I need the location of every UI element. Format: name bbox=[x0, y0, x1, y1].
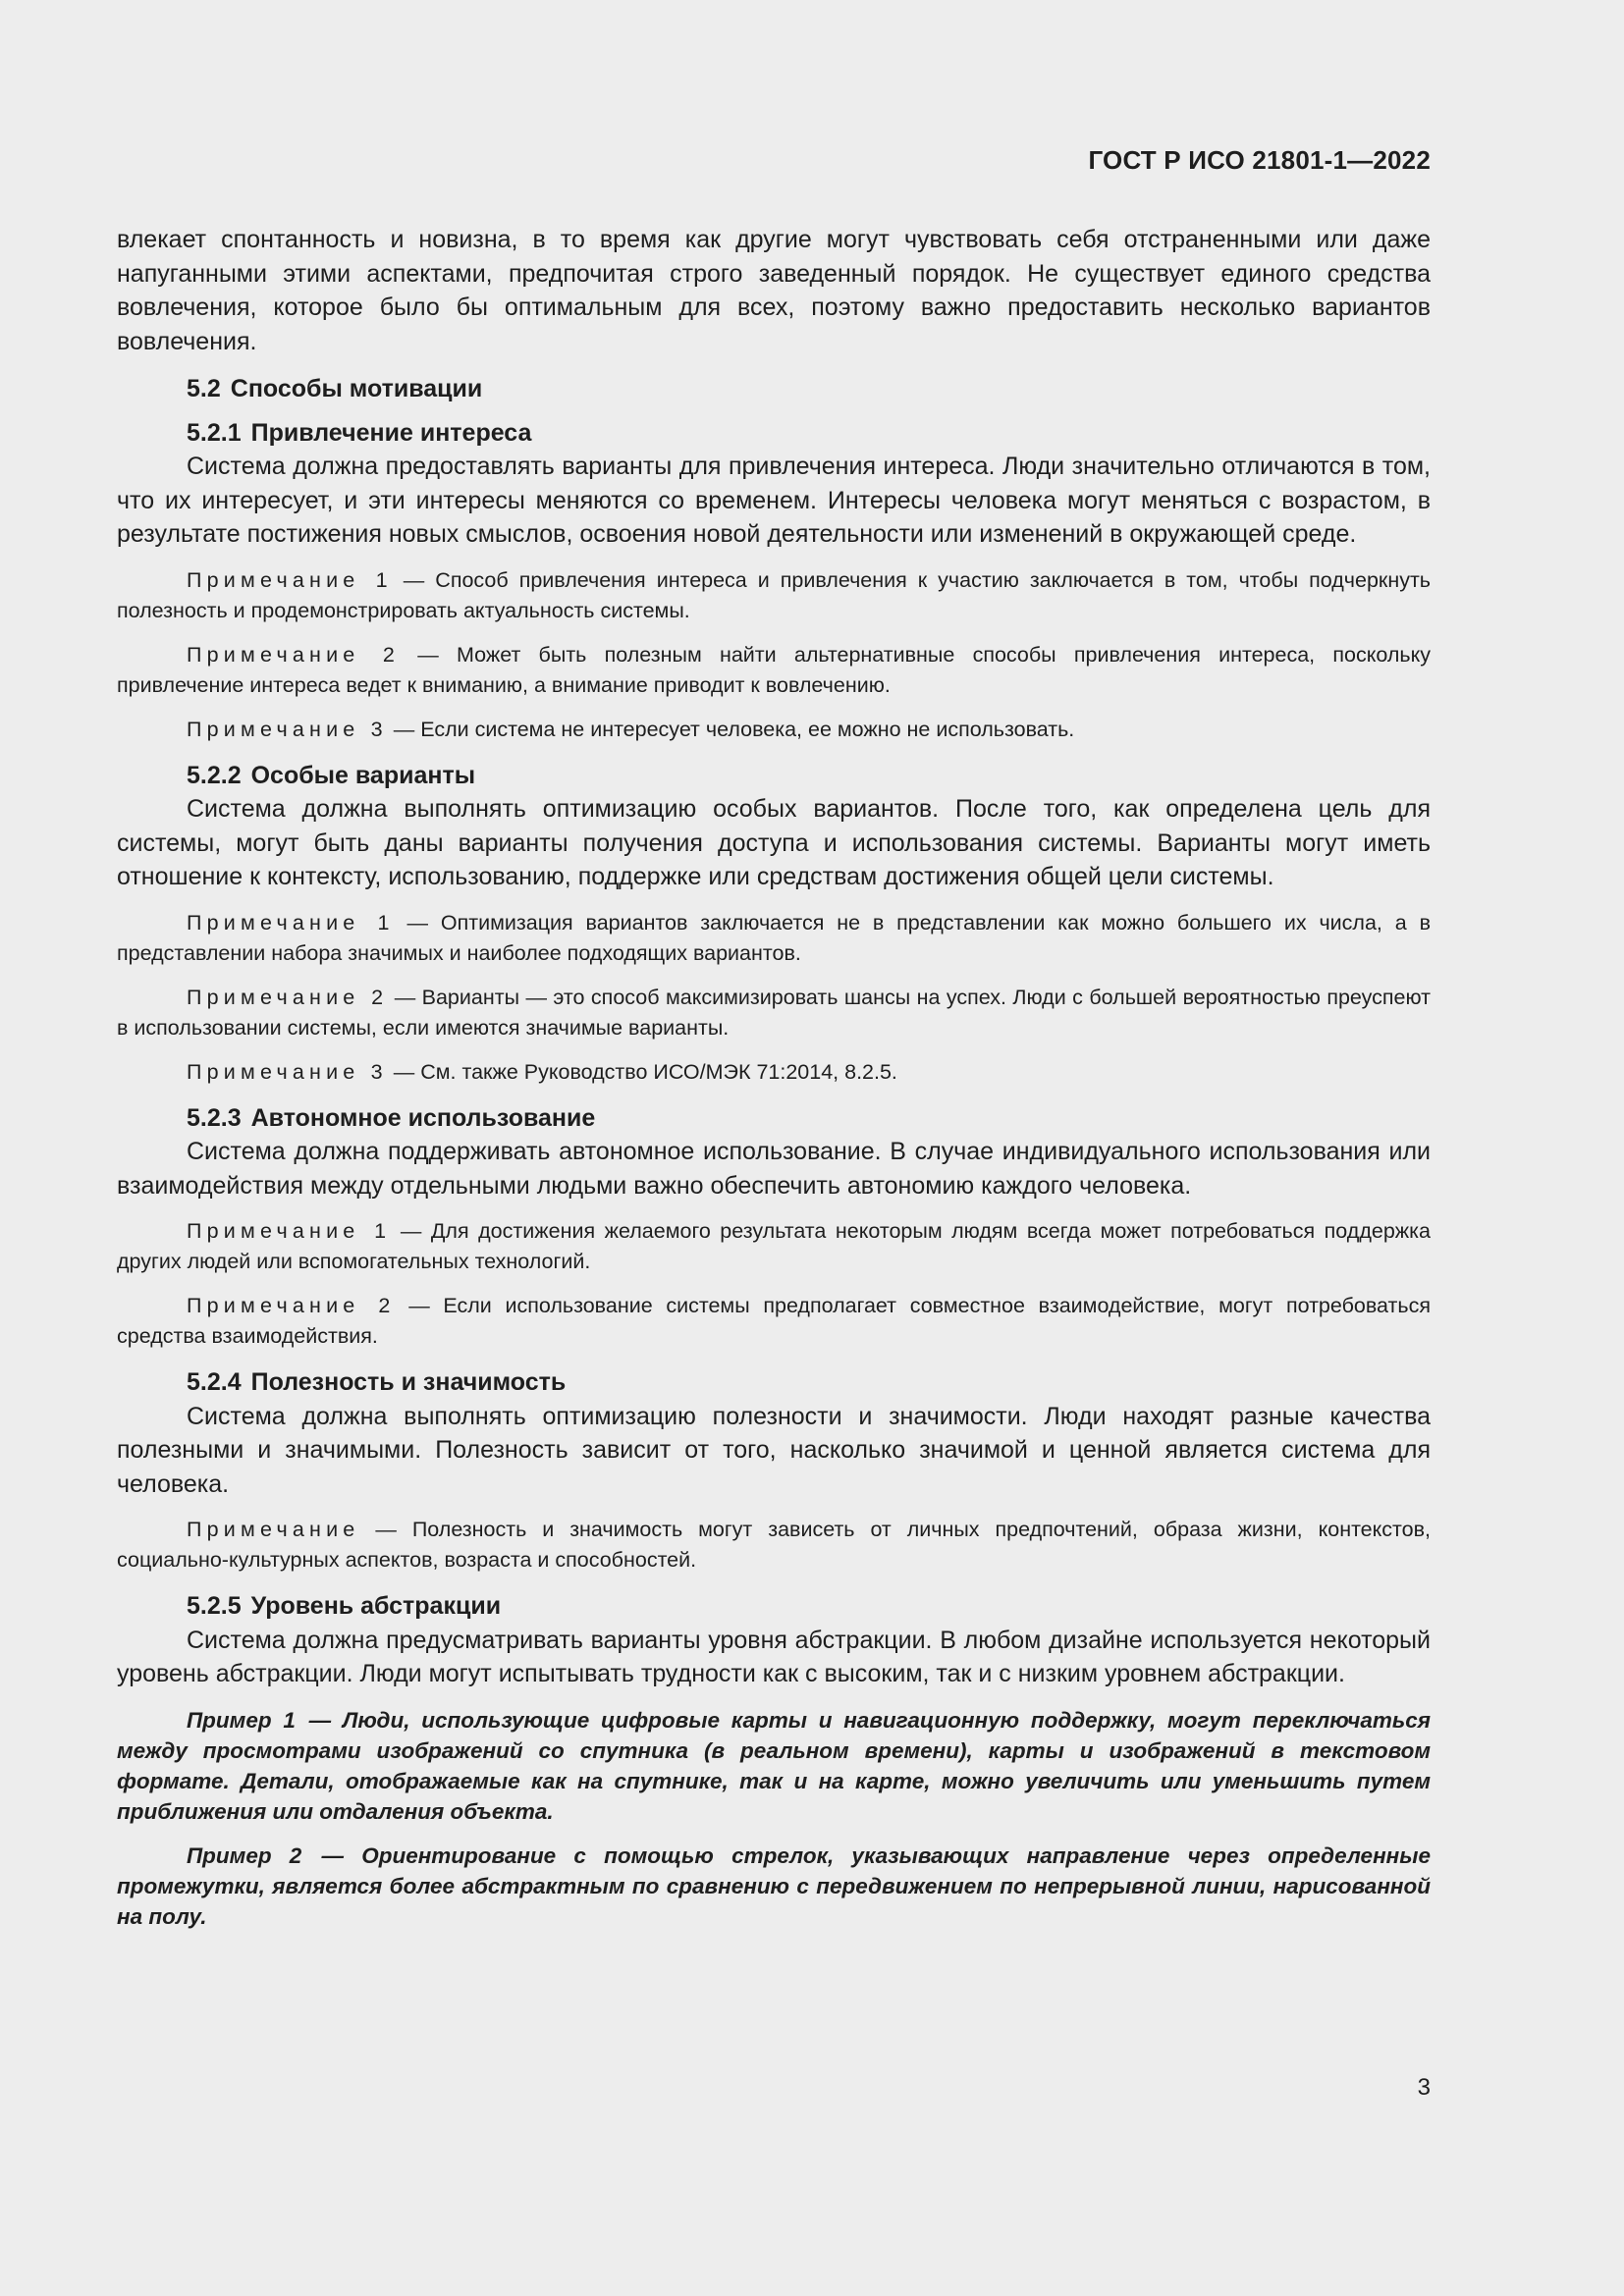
section-heading-5-2-4 bbox=[187, 1365, 1431, 1400]
section-text: Система должна предоставлять варианты для привлечения интереса. Люди значительно отличаются в том, что их интересует, и эти интересы меняются со временем. Интересы человека могут меняться с возрастом, в результате постижения новых смыслов, освоения новой деятельности или изменений в окружающей среде. bbox=[117, 453, 1431, 548]
section-title: Уровень абстракции bbox=[250, 1592, 502, 1620]
note-label: Примечание 2 bbox=[187, 985, 389, 1009]
note bbox=[117, 715, 1431, 745]
section-number: 5.2.2 bbox=[187, 761, 242, 789]
note-text: — См. также Руководство ИСО/МЭК 71:2014, 8.2.5. bbox=[387, 1059, 897, 1084]
example-label: Пример 1 bbox=[187, 1707, 296, 1733]
note bbox=[117, 565, 1431, 626]
section-number: 5.2.5 bbox=[187, 1592, 242, 1620]
page-number: 3 bbox=[1417, 2074, 1431, 2101]
note-text: — Может быть полезным найти альтернативные способы привлечения интереса, поскольку привлечение интереса ведет к вниманию, а внимание приводит к вовлечению. bbox=[117, 642, 1431, 697]
note-label: Примечание bbox=[187, 1518, 360, 1541]
section-heading-5-2-2 bbox=[187, 759, 1431, 793]
section-heading-5-2-5 bbox=[187, 1589, 1431, 1624]
note bbox=[117, 908, 1431, 969]
section-text: Система должна поддерживать автономное использование. В случае индивидуального использования или взаимодействия между отдельными людьми важно обеспечить автономию каждого человека. bbox=[117, 1138, 1431, 1200]
section-number: 5.2.4 bbox=[187, 1368, 242, 1396]
section-title: Привлечение интереса bbox=[250, 418, 532, 447]
note-text: — Способ привлечения интереса и привлечения к участию заключается в том, чтобы подчеркнуть полезность и продемонстрировать актуальность системы. bbox=[117, 567, 1432, 622]
section-text: Система должна выполнять оптимизацию полезности и значимости. Люди находят разные качества полезными и значимыми. Полезность зависит от того, насколько значимой и ценной является система для человека. bbox=[117, 1402, 1431, 1498]
example bbox=[117, 1841, 1431, 1932]
note-label: Примечание 2 bbox=[187, 1294, 396, 1317]
document-header: ГОСТ Р ИСО 21801-1—2022 bbox=[1088, 145, 1431, 175]
note-label: Примечание 1 bbox=[187, 910, 395, 934]
section-title: Способы мотивации bbox=[230, 375, 483, 402]
note-label: Примечание 1 bbox=[187, 567, 393, 592]
note-label: Примечание 3 bbox=[187, 717, 388, 741]
note bbox=[117, 1291, 1431, 1352]
section-text: Система должна предусматривать варианты уровня абстракции. В любом дизайне используется некоторый уровень абстракции. Люди могут испытывать трудности как с высоким, так и с низким уровнем абстракции. bbox=[117, 1626, 1431, 1687]
section-heading-5-2-1 bbox=[187, 416, 1431, 451]
section-heading-5-2-3 bbox=[187, 1101, 1431, 1136]
note bbox=[117, 1057, 1431, 1088]
example bbox=[117, 1705, 1431, 1827]
note-label: Примечание 1 bbox=[187, 1219, 392, 1243]
note-text: — Для достижения желаемого результата некоторым людям всегда может потребоваться поддержка других людей или вспомогательных технологий. bbox=[117, 1219, 1431, 1273]
section-text: Система должна выполнять оптимизацию особых вариантов. После того, как определена цель для системы, могут быть даны варианты получения доступа и использования системы. Варианты могут иметь отношение к контексту, использованию, поддержке или средствам достижения общей цели системы. bbox=[117, 795, 1431, 890]
note bbox=[117, 1515, 1431, 1575]
section-title: Особые варианты bbox=[250, 761, 476, 789]
note-label: Примечание 3 bbox=[187, 1059, 388, 1084]
note-text: — Полезность и значимость могут зависеть от личных предпочтений, образа жизни, контекстов, социально-культурных аспектов, возраста и способностей. bbox=[117, 1518, 1431, 1572]
note-text: — Если система не интересует человека, ее можно не использовать. bbox=[387, 717, 1075, 741]
example-label: Пример 2 bbox=[187, 1842, 302, 1868]
section-title: Автономное использование bbox=[250, 1103, 596, 1132]
note-text: — Если использование системы предполагает совместное взаимодействие, могут потребоваться средства взаимодействия. bbox=[117, 1294, 1431, 1348]
section-number: 5.2.3 bbox=[187, 1103, 242, 1132]
section-number: 5.2.1 bbox=[187, 418, 242, 447]
note bbox=[117, 640, 1431, 701]
example-text: — Ориентирование с помощью стрелок, указывающих направление через определенные промежутки, является более абстрактным по сравнению с передвижением по непрерывной линии, нарисованной на полу. bbox=[117, 1842, 1431, 1929]
note bbox=[117, 1216, 1431, 1277]
page-content bbox=[117, 223, 1431, 1932]
example-text: — Люди, использующие цифровые карты и навигационную поддержку, могут переключаться между просмотрами изображений со спутника (в реальном времени), карты и изображений в текстовом формате. Детали, отображаемые как на спутнике, так и на карте, можно увеличить или уменьшить путем приближения или отдаления объекта. bbox=[117, 1707, 1431, 1824]
note bbox=[117, 983, 1431, 1043]
section-heading-5-2 bbox=[187, 372, 1431, 406]
intro-paragraph: влекает спонтанность и новизна, в то время как другие могут чувствовать себя отстраненными или даже напуганными этими аспектами, предпочитая строго заведенный порядок. Не существует единого средства вовлечения, которое было бы оптимальным для всех, поэтому важно предоставить несколько вариантов вовлечения. bbox=[117, 226, 1431, 355]
section-title: Полезность и значимость bbox=[250, 1368, 567, 1396]
note-text: — Оптимизация вариантов заключается не в представлении как можно большего их числа, а в представлении набора значимых и наиболее подходящих вариантов. bbox=[117, 910, 1431, 965]
note-label: Примечание 2 bbox=[187, 642, 401, 667]
section-number: 5.2 bbox=[187, 375, 221, 402]
note-text: — Варианты — это способ максимизировать шансы на успех. Люди с большей вероятностью преуспеют в использовании системы, если имеются значимые варианты. bbox=[117, 985, 1431, 1040]
